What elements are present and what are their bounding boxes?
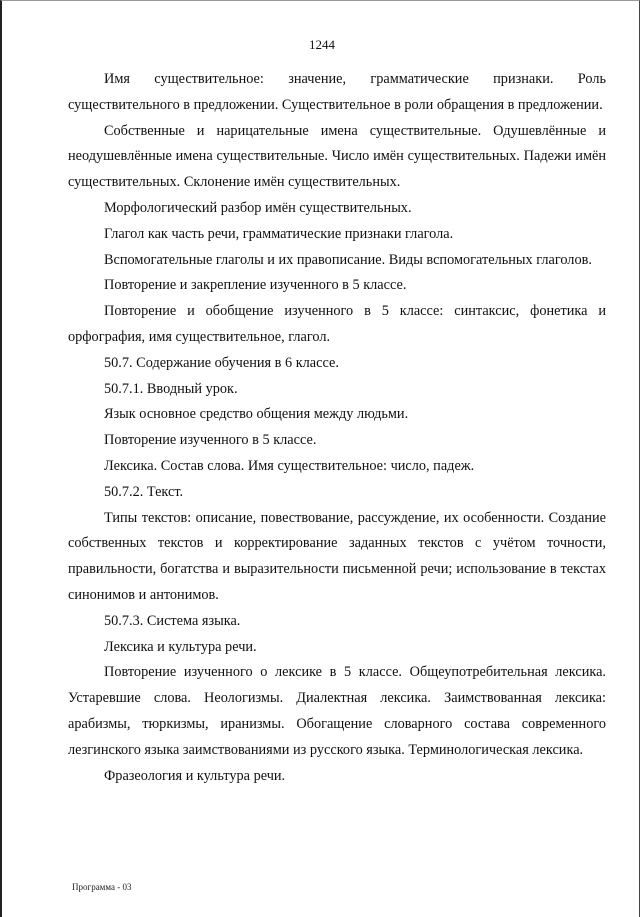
body-text	[68, 67, 606, 789]
section-heading-50-7-2: 50.7.2. Текст.	[104, 483, 184, 500]
paragraph-proper-common-nouns: Собственные и нарицательные имена существительные. Одушевлённые и неодушевлённые имена существительные. Число имён существительных. Падежи имён существительных. Склонение имён существительных.	[68, 122, 606, 191]
paragraph-review-summary: Повторение и обобщение изученного в 5 классе: синтаксис, фонетика и орфография, имя существительное, глагол.	[68, 303, 606, 345]
section-heading-50-7-3: 50.7.3. Система языка.	[104, 612, 241, 629]
paragraph-phraseology: Фразеология и культура речи.	[104, 767, 286, 784]
section-heading-50-7-1: 50.7.1. Вводный урок.	[104, 380, 238, 397]
page-number: 1244	[309, 37, 335, 52]
paragraph-language-communication: Язык основное средство общения между людьми.	[104, 406, 409, 423]
footer-label: Программа - 03	[72, 882, 132, 892]
section-heading-50-7: 50.7. Содержание обучения в 6 классе.	[104, 354, 339, 371]
paragraph-review-grade5: Повторение и закрепление изученного в 5 классе.	[104, 277, 407, 294]
paragraph-text-types: Типы текстов: описание, повествование, рассуждение, их особенности. Создание собственных текстов и корректирование заданных текстов с учётом точности, правильности, богатства и выразительности письменной речи; использование в текстах синонимов и антонимов.	[68, 509, 606, 603]
paragraph-lexicon-review: Повторение изученного о лексике в 5 классе. Общеупотребительная лексика. Устаревшие слова. Неологизмы. Диалектная лексика. Заимствованная лексика: арабизмы, тюркизмы, иранизмы. Обогащение словарного состава современного лезгинского языка заимствованиями из русского языка. Терминологическая лексика.	[68, 664, 606, 758]
paragraph-noun-meaning: Имя существительное: значение, грамматические признаки. Роль существительного в предложении. Существительное в роли обращения в предложении.	[68, 71, 606, 113]
paragraph-lexicon-word: Лексика. Состав слова. Имя существительное: число, падеж.	[104, 457, 475, 474]
paragraph-review-grade5-short: Повторение изученного в 5 классе.	[104, 432, 317, 449]
paragraph-noun-parsing: Морфологический разбор имён существительных.	[104, 199, 412, 216]
paragraph-verb: Глагол как часть речи, грамматические признаки глагола.	[104, 225, 454, 242]
paragraph-auxiliary-verbs: Вспомогательные глаголы и их правописание. Виды вспомогательных глаголов.	[104, 251, 592, 268]
paragraph-lexicon-culture: Лексика и культура речи.	[104, 638, 257, 655]
